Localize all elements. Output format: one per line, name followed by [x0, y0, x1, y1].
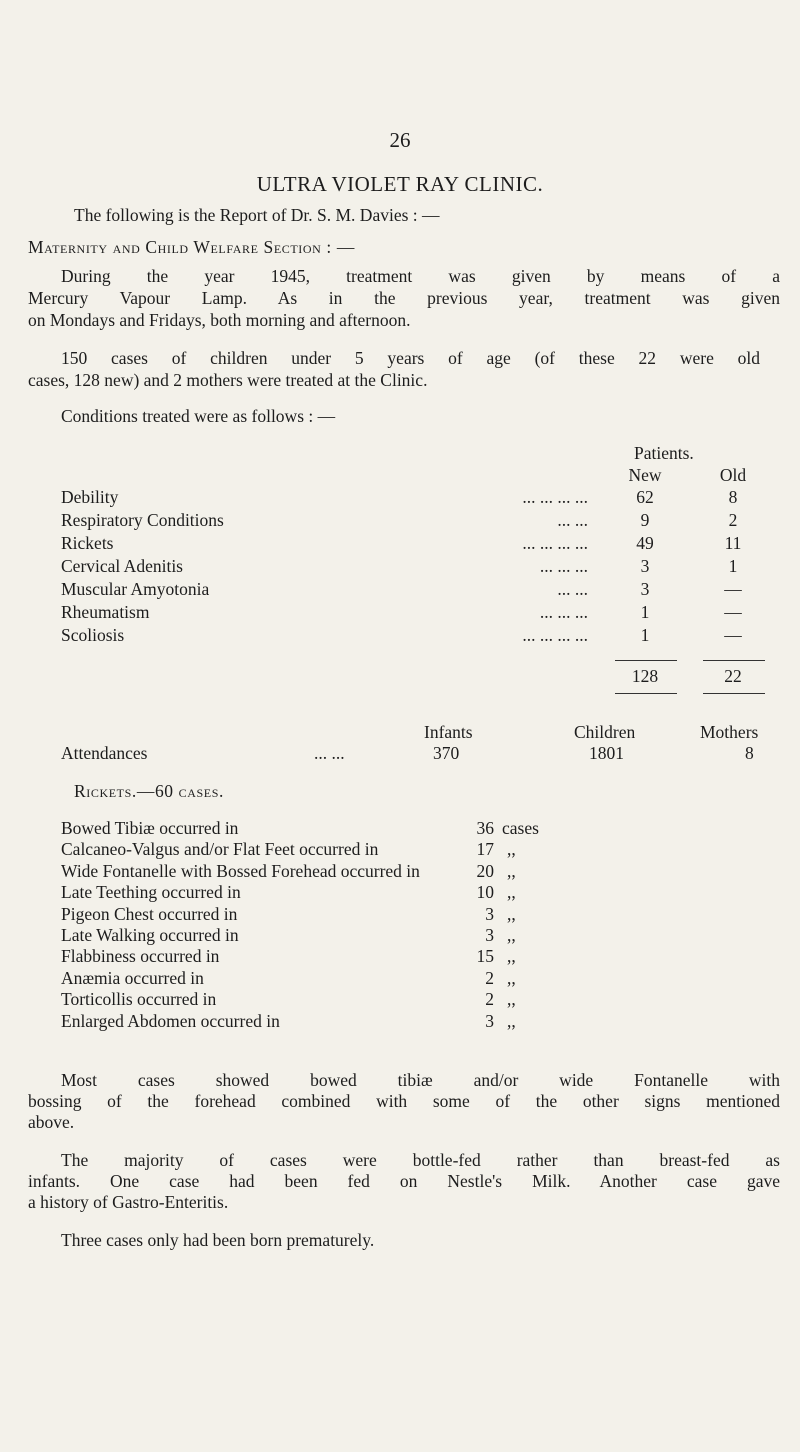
- condition-new-count: 1: [640, 602, 650, 622]
- condition-old-count: 8: [728, 487, 738, 507]
- rickets-sign-count: 3: [485, 1011, 494, 1031]
- attendances-mothers-value: 8: [745, 743, 754, 763]
- rickets-sign-count: 2: [485, 968, 494, 988]
- condition-new-count: 3: [640, 556, 650, 576]
- rickets-sign-unit: ,,: [507, 882, 516, 902]
- conditions-intro: Conditions treated were as follows : —: [61, 406, 336, 426]
- attendances-col-children: Children: [574, 722, 636, 742]
- rickets-sign-unit: ,,: [507, 968, 516, 988]
- rickets-sign-count: 10: [476, 882, 494, 902]
- leader-dots: ... ... ... ...: [522, 625, 588, 645]
- rickets-sign-unit: ,,: [507, 925, 516, 945]
- para2-line-2: cases, 128 new) and 2 mothers were treated at the Clinic.: [28, 370, 428, 390]
- rickets-sign-count: 36: [476, 818, 494, 838]
- rickets-sign-unit: ,,: [507, 904, 516, 924]
- rickets-sign-count: 20: [476, 861, 494, 881]
- para1-line-1: During the year 1945, treatment was given by means of a: [61, 266, 780, 286]
- section-heading: Maternity and Child Welfare Section : —: [28, 237, 355, 257]
- leader-dots: ... ... ... ...: [522, 487, 588, 507]
- attendances-col-infants: Infants: [424, 722, 473, 742]
- intro-line: The following is the Report of Dr. S. M. Davies : —: [74, 205, 440, 225]
- total-new: 128: [631, 666, 659, 686]
- rickets-sign-label: Wide Fontanelle with Bossed Forehead occurred in: [61, 861, 420, 881]
- condition-new-count: 3: [640, 579, 650, 599]
- para5-line: Three cases only had been born prematurely.: [61, 1230, 375, 1250]
- condition-old-count: —: [724, 625, 742, 645]
- rickets-sign-label: Torticollis occurred in: [61, 989, 217, 1009]
- para4-line-2: infants. One case had been fed on Nestle's Milk. Another case gave: [28, 1171, 780, 1191]
- condition-label: Scoliosis: [61, 625, 125, 645]
- leader-dots: ... ... ...: [539, 556, 588, 576]
- condition-label: Rickets: [61, 533, 114, 553]
- condition-label: Respiratory Conditions: [61, 510, 224, 530]
- para2-line-1: 150 cases of children under 5 years of age (of these 22 were old: [61, 348, 760, 368]
- condition-old-count: 11: [724, 533, 742, 553]
- page-title: ULTRA VIOLET RAY CLINIC.: [256, 172, 544, 196]
- total-underline-old: [703, 693, 765, 694]
- rickets-sign-label: Pigeon Chest occurred in: [61, 904, 238, 924]
- condition-old-count: 1: [728, 556, 738, 576]
- page-number: 26: [389, 128, 411, 152]
- rickets-sign-label: Calcaneo-Valgus and/or Flat Feet occurred in: [61, 839, 379, 859]
- leader-dots: ... ...: [557, 510, 588, 530]
- condition-old-count: 2: [728, 510, 738, 530]
- condition-label: Muscular Amyotonia: [61, 579, 210, 599]
- condition-old-count: —: [724, 579, 742, 599]
- total-old: 22: [724, 666, 742, 686]
- rickets-sign-label: Bowed Tibiæ occurred in: [61, 818, 239, 838]
- leader-dots: ... ... ...: [539, 602, 588, 622]
- para3-line-2: bossing of the forehead combined with some of the other signs mentioned: [28, 1091, 780, 1111]
- leader-dots: ... ...: [557, 579, 588, 599]
- rickets-sign-label: Anæmia occurred in: [61, 968, 204, 988]
- rickets-sign-unit: ,,: [507, 989, 516, 1009]
- rickets-sign-count: 17: [476, 839, 494, 859]
- rickets-sign-label: Flabbiness occurred in: [61, 946, 220, 966]
- attendances-children-value: 1801: [589, 743, 624, 763]
- total-underline-new: [615, 693, 677, 694]
- attendances-infants-value: 370: [433, 743, 460, 763]
- para3-line-1: Most cases showed bowed tibiæ and/or wide Fontanelle with: [61, 1070, 780, 1090]
- condition-new-count: 9: [640, 510, 650, 530]
- rickets-sign-count: 3: [485, 925, 494, 945]
- para3-line-3: above.: [28, 1112, 75, 1132]
- rickets-sign-unit: ,,: [507, 1011, 516, 1031]
- attendances-dots: ... ...: [314, 743, 345, 763]
- condition-new-count: 1: [640, 625, 650, 645]
- rickets-sign-label: Enlarged Abdomen occurred in: [61, 1011, 280, 1031]
- rickets-sign-count: 3: [485, 904, 494, 924]
- rickets-sign-unit: ,,: [507, 839, 516, 859]
- para4-line-3: a history of Gastro-Enteritis.: [28, 1192, 229, 1212]
- para1-line-3: on Mondays and Fridays, both morning and afternoon.: [28, 310, 411, 330]
- rickets-heading: Rickets.—60 cases.: [74, 781, 224, 801]
- rickets-sign-unit: cases: [502, 818, 539, 838]
- condition-new-count: 49: [636, 533, 654, 553]
- column-header-old: Old: [719, 465, 747, 485]
- attendances-label: Attendances: [61, 743, 148, 763]
- condition-old-count: —: [724, 602, 742, 622]
- condition-label: Rheumatism: [61, 602, 150, 622]
- rickets-sign-label: Late Teething occurred in: [61, 882, 241, 902]
- attendances-col-mothers: Mothers: [700, 722, 759, 742]
- para4-line-1: The majority of cases were bottle-fed rather than breast-fed as: [61, 1150, 780, 1170]
- rickets-sign-unit: ,,: [507, 946, 516, 966]
- condition-label: Debility: [61, 487, 119, 507]
- patients-group-header: Patients.: [634, 443, 694, 463]
- condition-new-count: 62: [636, 487, 654, 507]
- rickets-sign-count: 2: [485, 989, 494, 1009]
- rickets-sign-count: 15: [476, 946, 494, 966]
- column-header-new: New: [628, 465, 662, 485]
- total-rule-new: [615, 660, 677, 661]
- rickets-sign-unit: ,,: [507, 861, 516, 881]
- rickets-sign-label: Late Walking occurred in: [61, 925, 239, 945]
- leader-dots: ... ... ... ...: [522, 533, 588, 553]
- condition-label: Cervical Adenitis: [61, 556, 183, 576]
- para1-line-2: Mercury Vapour Lamp. As in the previous year, treatment was given: [28, 288, 780, 308]
- total-rule-old: [703, 660, 765, 661]
